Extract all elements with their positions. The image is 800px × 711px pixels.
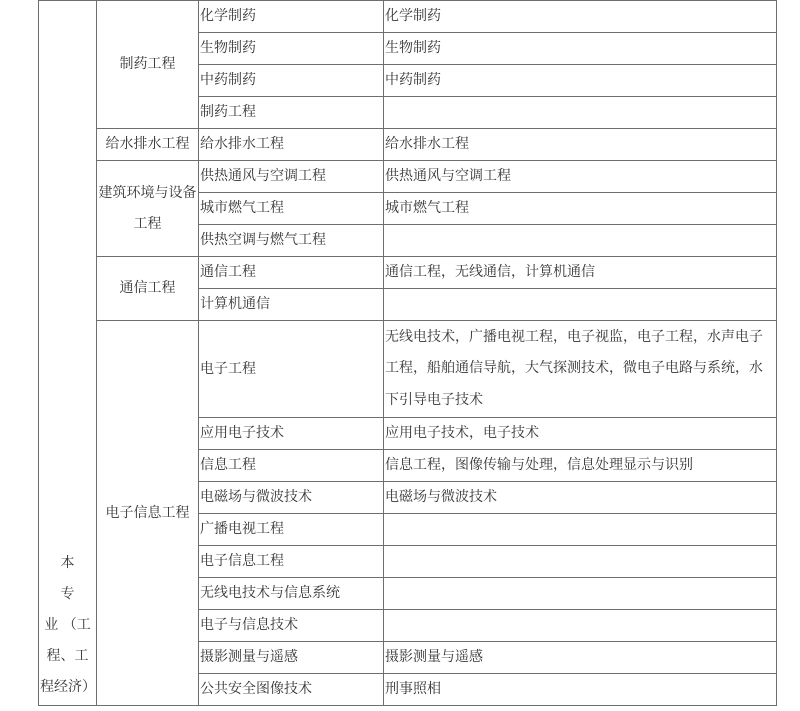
major-cell: 计算机通信 [199,289,384,321]
major-cell: 给水排水工程 [199,129,384,161]
major-table [38,0,777,706]
category-line: 程、工 [46,648,89,664]
detail-cell: 给水排水工程 [384,129,777,161]
group-name-cell: 建筑环境与设备工程 [97,161,199,257]
detail-cell [384,289,777,321]
detail-cell: 通信工程，无线通信，计算机通信 [384,257,777,289]
major-cell: 摄影测量与遥感 [199,642,384,674]
detail-cell: 城市燃气工程 [384,193,777,225]
detail-cell: 中药制药 [384,65,777,97]
group-name-cell: 通信工程 [97,257,199,321]
category-line: 业 （工 [44,617,91,633]
detail-cell: 电磁场与微波技术 [384,482,777,514]
major-cell: 信息工程 [199,450,384,482]
group-name-cell: 电子信息工程 [97,321,199,706]
detail-cell [384,97,777,129]
detail-cell: 刑事照相 [384,674,777,706]
category-line: 程经济） [40,679,96,695]
major-cell: 广播电视工程 [199,514,384,546]
detail-cell [384,578,777,610]
major-cell: 中药制药 [199,65,384,97]
category-line: 本 [60,555,75,571]
table-row [39,129,777,161]
detail-cell: 信息工程，图像传输与处理，信息处理显示与识别 [384,450,777,482]
detail-cell: 无线电技术，广播电视工程，电子视监，电子工程，水声电子工程，船舶通信导航，大气探测技术，微电子电路与系统，水下引导电子技术 [384,321,777,418]
major-cell: 电磁场与微波技术 [199,482,384,514]
detail-cell [384,546,777,578]
detail-cell [384,610,777,642]
category-cell [39,1,97,706]
major-cell: 化学制药 [199,1,384,33]
detail-cell: 供热通风与空调工程 [384,161,777,193]
detail-cell [384,514,777,546]
detail-cell: 生物制药 [384,33,777,65]
major-cell: 电子工程 [199,321,384,418]
major-cell: 制药工程 [199,97,384,129]
table-row [39,257,777,289]
group-name-cell: 制药工程 [97,1,199,129]
major-cell: 公共安全图像技术 [199,674,384,706]
detail-cell: 化学制药 [384,1,777,33]
major-cell: 生物制药 [199,33,384,65]
detail-cell: 应用电子技术，电子技术 [384,418,777,450]
detail-cell: 摄影测量与遥感 [384,642,777,674]
table-row [39,321,777,418]
group-name-cell: 给水排水工程 [97,129,199,161]
major-cell: 应用电子技术 [199,418,384,450]
category-line: 专 [60,586,75,602]
detail-cell [384,225,777,257]
table-row [39,1,777,33]
major-cell: 无线电技术与信息系统 [199,578,384,610]
major-cell: 通信工程 [199,257,384,289]
major-cell: 供热通风与空调工程 [199,161,384,193]
major-cell: 电子信息工程 [199,546,384,578]
table-row [39,161,777,193]
major-cell: 供热空调与燃气工程 [199,225,384,257]
major-cell: 电子与信息技术 [199,610,384,642]
major-cell: 城市燃气工程 [199,193,384,225]
